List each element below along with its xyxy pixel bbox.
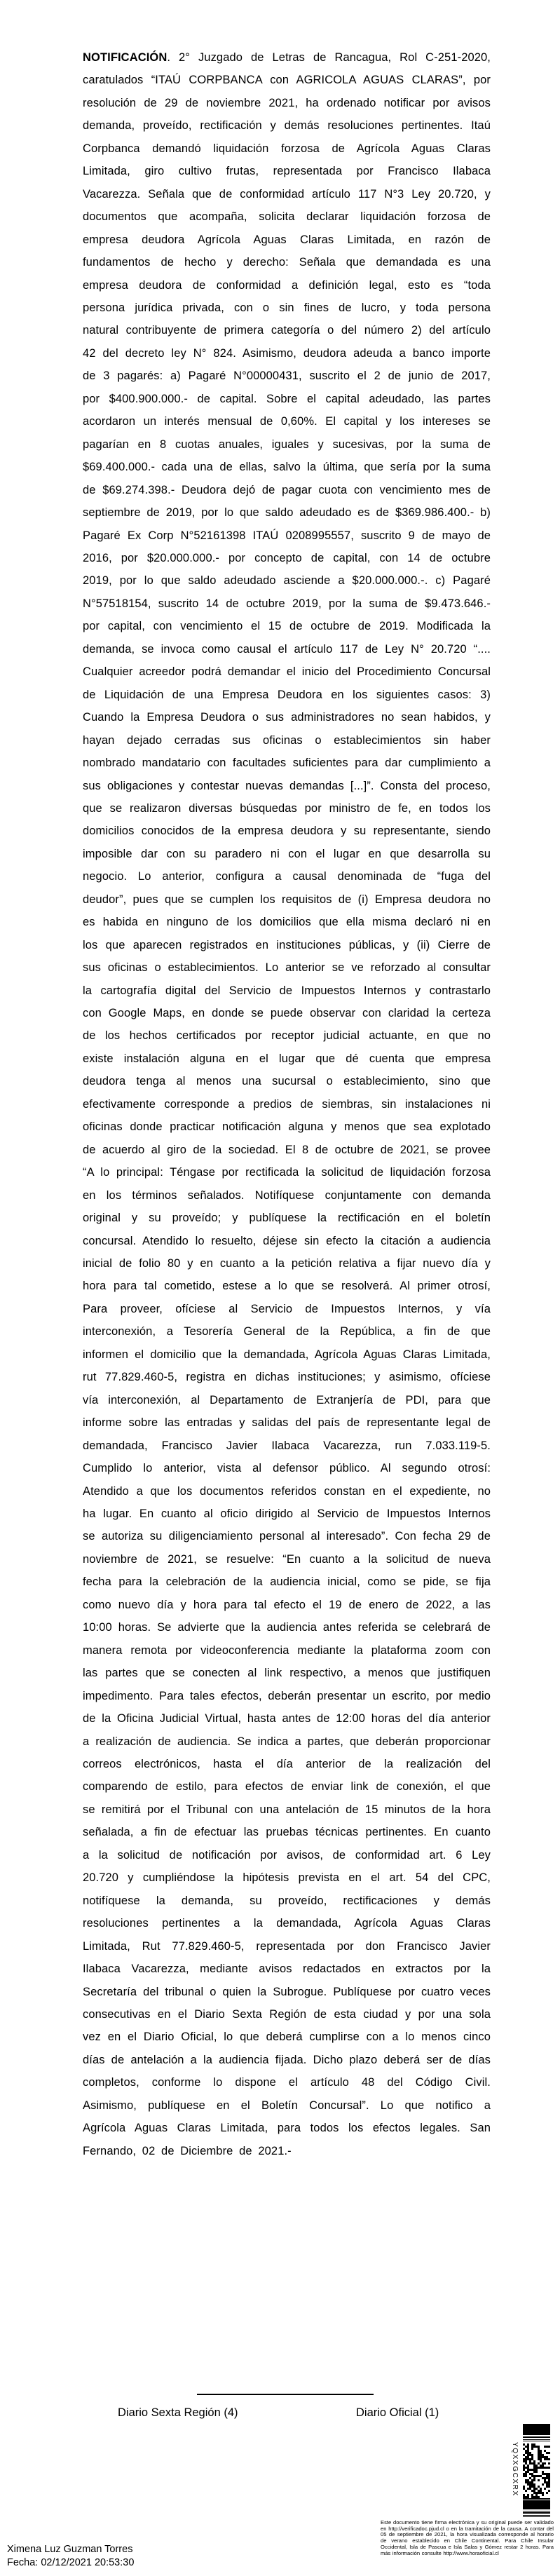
stamp-disclaimer-text: Este documento tiene firma electrónica y su original puede ser validado en http://verificadoc.pjud.cl o en la tramitación de la causa. A contar del 05 de septiembre de 2021, la hora visualizada corresponde al horario de verano establecido en Chile Continental. Para Chile Insular Occidental, Isla de Pascua e Isla Salas y Gómez restar 2 horas. Para más información consulte http://www.horaoficial.cl [381,2519,554,2556]
notice-title: NOTIFICACIÓN [83,51,168,64]
signer-date: Fecha: 02/12/2021 20:53:30 [7,2556,135,2568]
stamp-verification-code: YQXXGCXRX [511,2442,519,2497]
barcode-icon [523,2424,550,2517]
signature-rule [197,2394,374,2395]
stamp-barcode-matrix [523,2443,550,2498]
notice-body [83,46,491,2162]
publication-diario-sexta-region: Diario Sexta Región (4) [118,2406,238,2419]
signer-block [7,2543,134,2569]
signer-name: Ximena Luz Guzman Torres [7,2544,133,2555]
publication-diario-oficial: Diario Oficial (1) [356,2406,439,2419]
notice-text: . 2° Juzgado de Letras de Rancagua, Rol C-251-2020, caratulados “ITAÚ CORPBANCA con AGRICOLA AGUAS CLARAS”, por resolución de 29 de noviembre 2021, ha ordenado notificar por avisos demanda, proveído, rectificación y demás resoluciones pertinentes. Itaú Corpbanca demandó liquidación forzosa de Agrícola Aguas Claras Limitada, giro cultivo frutas, representada por Francisco Ilabaca Vacarezza. Señala que de conformidad artículo 117 N°3 Ley 20.720, y documentos que acompaña, solicita declarar liquidación forzosa de empresa deudora Agrícola Aguas Claras Limitada, en razón de fundamentos de hecho y derecho: Señala que demandada es una empresa deudora de conformidad a definición legal, esto es “toda persona jurídica privada, con o sin fines de lucro, y toda persona natural contribuyente de primera categoría o del número 2) del artículo 42 del decreto ley N° 824. Asimismo, deudora adeuda a banco importe de 3 pagarés: a) Pagaré N°00000431, suscrito el 2 de junio de 2017, por $400.900.000.- de capital. Sobre el capital adeudado, las partes acordaron un interés mensual de 0,60%. El capital y los intereses se pagarían en 8 cuotas anuales, iguales y sucesivas, por la suma de $69.400.000.- cada una de ellas, salvo la última, que sería por la suma de $69.274.398.- Deudora dejó de pagar cuota con vencimiento mes de septiembre de 2019, por lo que saldo adeudado es de $369.986.400.- b) Pagaré Ex Corp N°52161398 ITAÚ 0208995557, suscrito 9 de mayo de 2016, por $20.000.000.- por concepto de capital, con 14 de octubre 2019, por lo que saldo adeudado asciende a $20.000.000.-. c) Pagaré N°57518154, suscrito 14 de octubre 2019, por la suma de $9.473.646.- por capital, con vencimiento el 15 de octubre de 2019. Modificada la demanda, se invoca como causal el artículo 117 de Ley N° 20.720 “.... Cualquier acreedor podrá demandar el inicio del Procedimiento Concursal de Liquidación de una Empresa Deudora en los siguientes casos: 3) Cuando la Empresa Deudora o sus administradores no sean habidos, y hayan dejado cerradas sus oficinas o establecimientos sin haber nombrado mandatario con facultades suficientes para dar cumplimiento a sus obligaciones y contestar nuevas demandas [...]”. Consta del proceso, que se realizaron diversas búsquedas por ministro de fe, en todos los domicilios conocidos de la empresa deudora y su representante, siendo imposible dar con su paradero ni con el lugar en que desarrolla su negocio. Lo anterior, configura a causal denominada de “fuga del deudor”, pues que se cumplen los requisitos de (i) Empresa deudora no es habida en ninguno de los domicilios que ella misma declaró ni en los que aparecen registrados en instituciones públicas, y (ii) Cierre de sus oficinas o establecimientos. Lo anterior se ve reforzado al consultar la cartografía digital del Servicio de Impuestos Internos y contrastarlo con Google Maps, en donde se puede observar con claridad la certeza de los hechos certificados por receptor judicial actuante, en que no existe instalación alguna en el lugar que dé cuenta que empresa deudora tenga al menos una sucursal o establecimiento, sino que efectivamente corresponde a predios de siembras, sin instalaciones ni oficinas donde practicar notificación alguna y menos que sea explotado de acuerdo al giro de la sociedad. El 8 de octubre de 2021, se provee “A lo principal: Téngase por rectificada la solicitud de liquidación forzosa en los términos señalados. Notifíquese conjuntamente con demanda original y su proveído; y publíquese la rectificación en el boletín concursal. Atendido lo resuelto, déjese sin efecto la citación a audiencia inicial de folio 80 y en cuanto a la petición relativa a fijar nuevo día y hora para tal cometido, estese a lo que se resolverá. Al primer otrosí, Para proveer, ofíciese al Servicio de Impuestos Internos, y vía interconexión, a Tesorería General de la República, a fin de que informen el domicilio que la demandada, Agrícola Aguas Claras Limitada, rut 77.829.460-5, registra en dichas instituciones; y asimismo, ofíciese vía interconexión, al Departamento de Extranjería de PDI, para que informe sobre las entradas y salidas del país de representante legal de demandada, Francisco Javier Ilabaca Vacarezza, run 7.033.119-5. Cumplido lo anterior, vista al defensor público. Al segundo otrosí: Atendido a que los documentos referidos constan en el expediente, no ha lugar. En cuanto al oficio dirigido al Servicio de Impuestos Internos se autoriza su diligenciamiento personal al interesado”. Con fecha 29 de noviembre de 2021, se resuelve: “En cuanto a la solicitud de nueva fecha para la celebración de la audiencia inicial, como se pide, se fija como nuevo día y hora para tal efecto el 19 de enero de 2022, a las 10:00 horas. Se advierte que la audiencia antes referida se celebrará de manera remota por videoconferencia mediante la plataforma zoom con las partes que se conecten al link respectivo, a menos que justifiquen impedimento. Para tales efectos, deberán presentar un escrito, por medio de la Oficina Judicial Virtual, hasta antes de 12:00 horas del día anterior a realización de audiencia. Se indica a partes, que deberán proporcionar correos electrónicos, hasta el día anterior de la realización del comparendo de estilo, para efectos de enviar link de conexión, el que se remitirá por el Tribunal con una antelación de 15 minutos de la hora señalada, a fin de efectuar las pruebas técnicas pertinentes. En cuanto a la solicitud de notificación por avisos, de conformidad art. 6 Ley 20.720 y cumpliéndose la hipótesis prevista en el art. 54 del CPC, notifíquese la demanda, su proveído, rectificaciones y demás resoluciones pertinentes a la demandada, Agrícola Aguas Claras Limitada, Rut 77.829.460-5, representada por don Francisco Javier Ilabaca Vacarezza, mediante avisos redactados en extractos por la Secretaría del tribunal o quien la Subrogue. Publíquese por cuatro veces consecutivas en el Diario Sexta Región de esta ciudad y por una sola vez en el Diario Oficial, lo que deberá cumplirse con a lo menos cinco días de antelación a la audiencia fijada. Dicho plazo deberá ser de días completos, conforme lo dispone el artículo 48 del Código Civil. Asimismo, publíquese en el Boletín Concursal”. Lo que notifico a Agrícola Aguas Claras Limitada, para todos los efectos legales. San Fernando, 02 de Diciembre de 2021.- [83,51,491,2157]
